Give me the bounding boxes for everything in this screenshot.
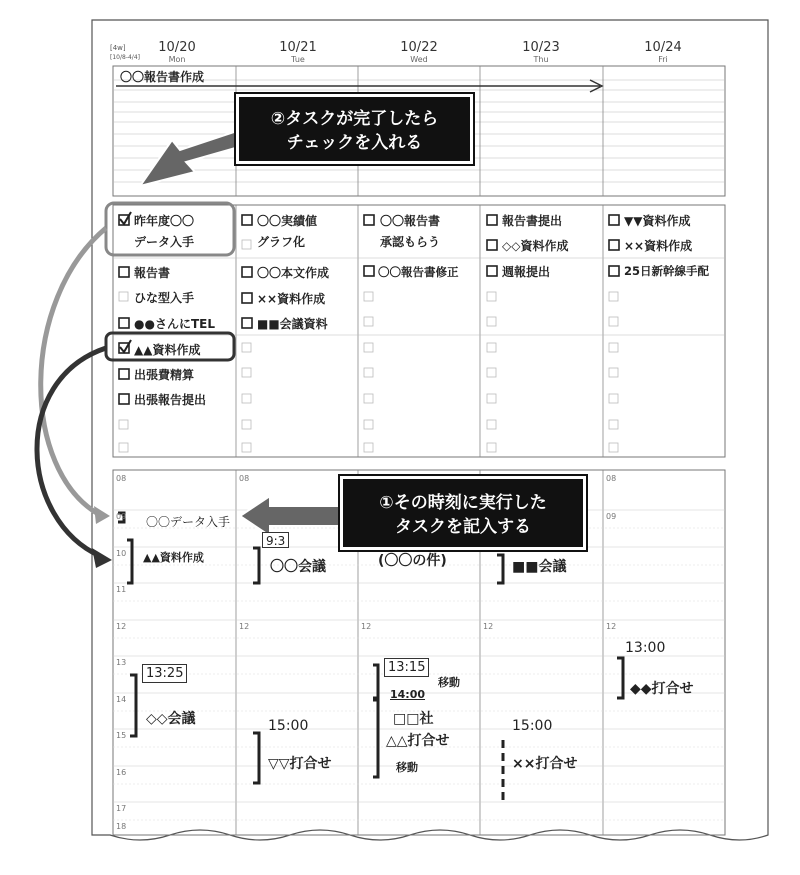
callout-check-line1: ②タスクが完了したら (270, 109, 439, 129)
hour-label: 08 (116, 474, 127, 483)
hour-label: 12 (483, 622, 494, 631)
callout-check (236, 94, 473, 164)
callout-record-line1: ①その時刻に実行した (379, 493, 547, 513)
todo-tue-1b: グラフ化 (257, 235, 306, 249)
todo-mon-5: 出張費精算 (134, 368, 195, 382)
time-box-wed: 13:15 (384, 658, 429, 677)
sched-thu-2: ××打合せ (512, 756, 578, 772)
todo-fri-3: 25日新幹線手配 (624, 264, 710, 278)
hour-label: 09 (606, 512, 617, 521)
weekly-task: 〇〇報告書作成 (120, 70, 205, 84)
todo-tue-4: ■■会議資料 (257, 317, 328, 331)
sched-thu-1: ■■会議 (512, 559, 567, 575)
todo-wed-1b: 承認もらう (380, 235, 441, 249)
todo-fri-2: ××資料作成 (624, 239, 693, 253)
todo-tue-2: 〇〇本文作成 (257, 266, 330, 280)
sched-wed-partial (378, 550, 447, 560)
sched-wed-move2: 移動 (396, 761, 418, 774)
day-name-fri: Fri (658, 55, 668, 64)
todo-mon-2: 報告書 (134, 266, 171, 280)
sched-tue-2: ▽▽打合せ (268, 756, 332, 772)
week-label: [4w] (110, 44, 126, 52)
hour-label: 12 (239, 622, 250, 631)
time-thu-2: 15:00 (512, 718, 553, 734)
todo-thu-2: ◇◇資料作成 (502, 239, 569, 253)
sched-mon-2: ▲▲資料作成 (143, 551, 204, 564)
day-date-wed: 10/22 (400, 40, 438, 55)
time-fri: 13:00 (625, 640, 666, 656)
todo-mon-1b: データ入手 (134, 235, 195, 249)
sched-wed-meeting: △△打合せ (386, 733, 450, 749)
todo-thu-1: 報告書提出 (502, 214, 563, 228)
hour-label: 12 (361, 622, 372, 631)
todo-mon-3: ●●さんにTEL (134, 317, 215, 331)
sched-mon-3: ◇◇会議 (146, 711, 196, 727)
callout-check-line2: チェックを入れる (286, 133, 423, 153)
todo-wed-2: 〇〇報告書修正 (378, 265, 459, 279)
day-date-tue: 10/21 (279, 40, 317, 55)
todo-tue-3: ××資料作成 (257, 292, 326, 306)
day-name-wed: Wed (410, 55, 428, 64)
week-range: [10/8-4/4] (110, 54, 140, 61)
day-date-fri: 10/24 (644, 40, 682, 55)
hour-label: 08 (606, 474, 617, 483)
sched-tue-1: 〇〇会議 (270, 559, 326, 575)
todo-fri-1: ▼▼資料作成 (624, 214, 691, 228)
time-box-tue: 9:3 (262, 532, 289, 548)
time-tue-2: 15:00 (268, 718, 309, 734)
todo-mon-2b: ひな型入手 (134, 291, 195, 305)
hour-label: 10 (116, 549, 127, 558)
day-name-thu: Thu (533, 55, 549, 64)
hour-label: 12 (116, 622, 127, 631)
hour-label: 09 (116, 512, 127, 521)
todo-tue-1: 〇〇実績値 (257, 214, 318, 228)
hour-label: 12 (606, 622, 617, 631)
day-date-thu: 10/23 (522, 40, 560, 55)
hour-label: 13 (116, 658, 127, 667)
hour-label: 18 (116, 822, 127, 831)
day-date-mon: 10/20 (158, 40, 196, 55)
sched-wed-company: □□社 (393, 711, 434, 727)
todo-mon-1: 昨年度〇〇 (134, 214, 195, 228)
todo-mon-4: ▲▲資料作成 (134, 343, 201, 357)
callout-record-line2: タスクを記入する (395, 517, 531, 537)
hour-label: 11 (116, 585, 127, 594)
day-name-tue: Tue (291, 55, 305, 64)
callout-record (340, 476, 586, 550)
sched-mon-1: 〇〇データ入手 (146, 515, 231, 529)
todo-thu-3: 週報提出 (502, 265, 551, 279)
sched-fri: ◆◆打合せ (630, 681, 694, 697)
hour-label: 08 (239, 474, 250, 483)
time-box-mon: 13:25 (142, 664, 187, 683)
todo-wed-1: 〇〇報告書 (380, 214, 441, 228)
hour-label: 15 (116, 731, 127, 740)
hour-label: 14 (116, 695, 127, 704)
hour-label: 17 (116, 804, 127, 813)
todo-mon-6: 出張報告提出 (134, 393, 207, 407)
hour-label: 16 (116, 768, 127, 777)
time-wed-2: 14:00 (390, 688, 426, 701)
day-name-mon: Mon (168, 55, 186, 64)
sched-wed-move1: 移動 (438, 676, 460, 689)
